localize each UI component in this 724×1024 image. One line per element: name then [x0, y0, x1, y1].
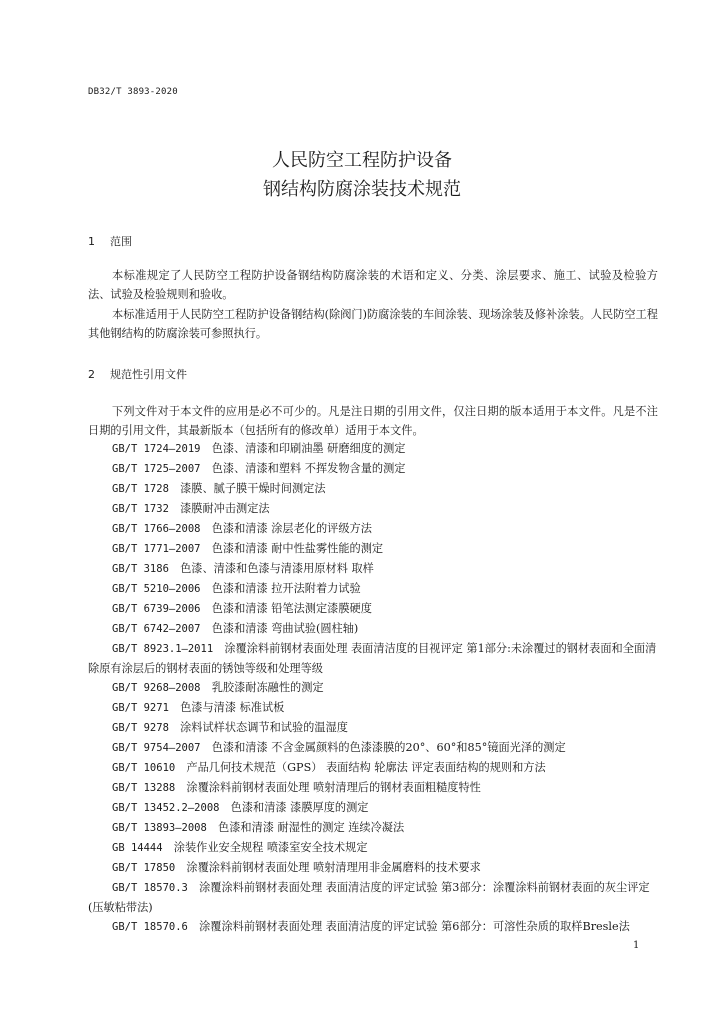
reference-title: 色漆与清漆 标准试板 — [180, 701, 285, 714]
reference-title: 色漆、清漆和印刷油墨 研磨细度的测定 — [211, 442, 406, 455]
references-intro-paragraph: 下列文件对于本文件的应用是必不可少的。凡是注日期的引用文件，仅注日期的版本适用于本文件。凡是不注日期的引用文件，其最新版本（包括所有的修改单）适用于本文件。 — [88, 405, 658, 437]
reference-code: GB/T 13288 — [112, 782, 176, 794]
reference-code: GB/T 18570.6 — [112, 921, 188, 933]
reference-code: GB/T 1725—2007 — [112, 463, 201, 475]
reference-title: 色漆和清漆 耐湿性的测定 连续冷凝法 — [218, 821, 405, 834]
reference-item — [88, 738, 658, 758]
reference-code: GB/T 5210—2006 — [112, 583, 201, 595]
reference-title: 色漆和清漆 弯曲试验(圆柱轴) — [211, 622, 359, 635]
standard-code: DB32/T 3893-2020 — [88, 87, 178, 97]
reference-code: GB/T 6742—2007 — [112, 623, 201, 635]
reference-title: 色漆和清漆 拉开法附着力试验 — [211, 582, 361, 595]
section-heading-scope — [88, 233, 132, 249]
reference-title: 涂覆涂料前钢材表面处理 喷射清理用非金属磨料的技术要求 — [186, 861, 481, 874]
reference-title: 涂覆涂料前钢材表面处理 表面清洁度的评定试验 第3部分：涂覆涂料前钢材表面的灰尘评定(压敏粘带法) — [88, 881, 650, 914]
reference-item — [88, 479, 658, 499]
reference-item — [88, 778, 658, 798]
reference-code: GB/T 1724—2019 — [112, 443, 201, 455]
reference-code: GB/T 9754—2007 — [112, 742, 201, 754]
reference-title: 色漆和清漆 铅笔法测定漆膜硬度 — [211, 602, 372, 615]
reference-code: GB/T 1732 — [112, 503, 169, 515]
reference-item — [88, 718, 658, 738]
reference-item — [88, 858, 658, 878]
reference-code: GB/T 3186 — [112, 563, 169, 575]
reference-item — [88, 599, 658, 619]
reference-item — [88, 639, 658, 678]
reference-item — [88, 559, 658, 579]
scope-paragraph-2: 本标准适用于人民防空工程防护设备钢结构(除阀门)防腐涂装的车间涂装、现场涂装及修补涂装。人民防空工程其他钢结构的防腐涂装可参照执行。 — [88, 308, 658, 340]
reference-code: GB/T 1771—2007 — [112, 543, 201, 555]
reference-title: 色漆和清漆 不含金属颜料的色漆漆膜的20°、60°和85°镜面光泽的测定 — [211, 741, 566, 754]
reference-title: 涂覆涂料前钢材表面处理 表面清洁度的目视评定 第1部分:未涂覆过的钢材表面和全面清除原有涂层后的钢材表面的锈蚀等级和处理等级 — [88, 642, 657, 675]
reference-code: GB 14444 — [112, 842, 163, 854]
section-title: 规范性引用文件 — [110, 368, 187, 381]
scope-paragraph-1: 本标准规定了人民防空工程防护设备钢结构防腐涂装的术语和定义、分类、涂层要求、施工、试验及检验方法、试验及检验规则和验收。 — [88, 269, 658, 301]
reference-item — [88, 499, 658, 519]
reference-item — [88, 838, 658, 858]
reference-title: 涂覆涂料前钢材表面处理 表面清洁度的评定试验 第6部分：可溶性杂质的取样Bresle法 — [199, 920, 630, 933]
section-number: 2 — [88, 368, 95, 381]
reference-item — [88, 698, 658, 718]
page-number: 1 — [633, 940, 640, 951]
reference-item — [88, 678, 658, 698]
reference-code: GB/T 10610 — [112, 762, 176, 774]
reference-title: 色漆和清漆 耐中性盐雾性能的测定 — [211, 542, 384, 555]
reference-title: 色漆和清漆 漆膜厚度的测定 — [230, 801, 369, 814]
reference-item — [88, 459, 658, 479]
reference-item — [88, 619, 658, 639]
reference-code: GB/T 1728 — [112, 483, 169, 495]
reference-code: GB/T 9278 — [112, 722, 169, 734]
reference-item — [88, 878, 658, 917]
reference-code: GB/T 17850 — [112, 862, 176, 874]
reference-item — [88, 519, 658, 539]
reference-item — [88, 798, 658, 818]
section-heading-normative-references — [88, 366, 187, 382]
reference-item — [88, 758, 658, 778]
reference-item — [88, 439, 658, 459]
reference-code: GB/T 18570.3 — [112, 882, 188, 894]
reference-code: GB/T 6739—2006 — [112, 603, 201, 615]
reference-code: GB/T 8923.1—2011 — [112, 643, 214, 655]
document-title-line2: 钢结构防腐涂装技术规范 — [263, 179, 461, 200]
reference-code: GB/T 13452.2—2008 — [112, 802, 220, 814]
reference-code: GB/T 9268—2008 — [112, 682, 201, 694]
document-title-line1: 人民防空工程防护设备 — [272, 150, 452, 171]
reference-title: 乳胶漆耐冻融性的测定 — [211, 681, 324, 694]
reference-code: GB/T 13893—2008 — [112, 822, 207, 834]
reference-title: 涂料试样状态调节和试验的温湿度 — [180, 721, 348, 734]
reference-title: 涂覆涂料前钢材表面处理 喷射清理后的钢材表面粗糙度特性 — [186, 781, 481, 794]
reference-title: 产品几何技术规范（GPS） 表面结构 轮廓法 评定表面结构的规则和方法 — [186, 761, 546, 774]
reference-code: GB/T 9271 — [112, 702, 169, 714]
reference-title: 色漆、清漆和色漆与清漆用原材料 取样 — [180, 562, 374, 575]
reference-title: 涂装作业安全规程 喷漆室安全技术规定 — [173, 841, 368, 854]
reference-title: 漆膜、腻子膜干燥时间测定法 — [180, 482, 326, 495]
reference-title: 色漆、清漆和塑料 不挥发物含量的测定 — [211, 462, 406, 475]
reference-item — [88, 579, 658, 599]
reference-list — [88, 439, 658, 937]
reference-item — [88, 917, 658, 937]
reference-title: 漆膜耐冲击测定法 — [180, 502, 270, 515]
reference-item — [88, 539, 658, 559]
section-title: 范围 — [110, 235, 132, 248]
reference-item — [88, 818, 658, 838]
reference-title: 色漆和清漆 涂层老化的评级方法 — [211, 522, 372, 535]
section-number: 1 — [88, 235, 95, 248]
reference-code: GB/T 1766—2008 — [112, 523, 201, 535]
